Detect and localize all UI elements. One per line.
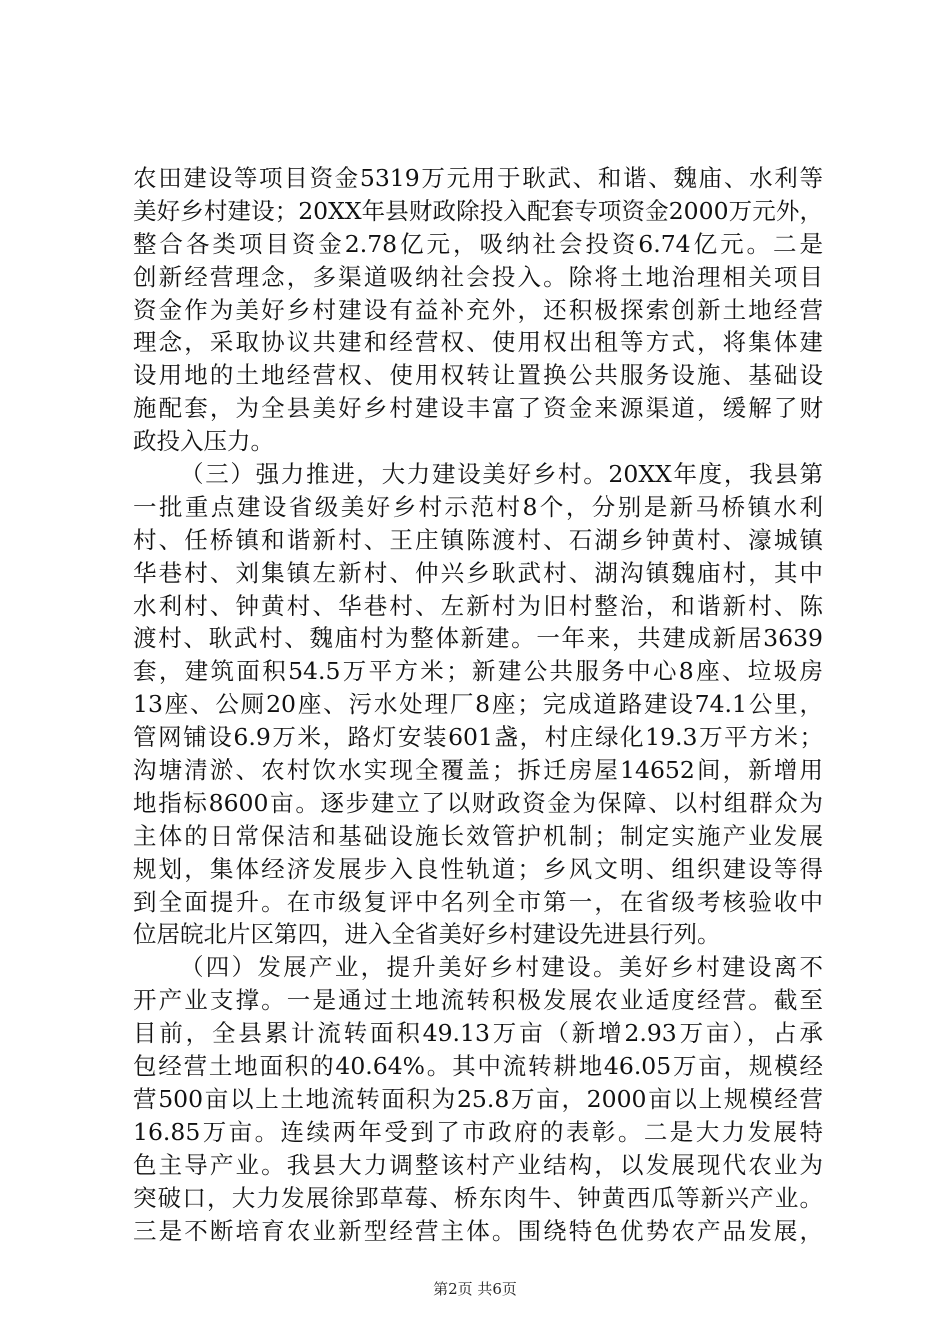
page-number: 第2页 共6页	[433, 1280, 517, 1298]
text-line: 村、任桥镇和谐新村、王庄镇陈渡村、石湖乡钟黄村、濠城镇	[133, 525, 823, 554]
text-line: 政投入压力。	[133, 427, 274, 456]
text-line: 设用地的土地经营权、使用权转让置换公共服务设施、基础设	[133, 361, 823, 390]
text-line: 包经营土地面积的40.64%。其中流转耕地46.05万亩，规模经	[133, 1052, 823, 1081]
text-line: 营500亩以上土地流转面积为25.8万亩，2000亩以上规模经营	[133, 1084, 823, 1113]
text-line: 三是不断培育农业新型经营主体。围绕特色优势农产品发展，	[133, 1216, 823, 1245]
text-line: 到全面提升。在市级复评中名列全市第一，在省级考核验收中	[133, 887, 823, 916]
text-line: 创新经营理念，多渠道吸纳社会投入。除将土地治理相关项目	[133, 262, 823, 291]
body-text	[133, 162, 823, 1247]
text-line: 主体的日常保洁和基础设施长效管护机制；制定实施产业发展	[133, 821, 823, 850]
text-line: 美好乡村建设；20XX年县财政除投入配套专项资金2000万元外，	[133, 196, 823, 225]
text-line: 目前，全县累计流转面积49.13万亩（新增2.93万亩），占承	[133, 1019, 823, 1048]
text-line: 13座、公厕20座、污水处理厂8座；完成道路建设74.1公里，	[133, 690, 823, 719]
text-line: 突破口，大力发展徐郢草莓、桥东肉牛、钟黄西瓜等新兴产业。	[133, 1183, 823, 1212]
text-line: 开产业支撑。一是通过土地流转积极发展农业适度经营。截至	[133, 986, 823, 1015]
text-line: 施配套，为全县美好乡村建设丰富了资金来源渠道，缓解了财	[133, 394, 823, 423]
text-line: 管网铺设6.9万米，路灯安装601盏，村庄绿化19.3万平方米；	[133, 723, 823, 752]
paragraph-heading-line: （四）发展产业，提升美好乡村建设。美好乡村建设离不	[180, 953, 823, 982]
text-line: 资金作为美好乡村建设有益补充外，还积极探索创新土地经营	[133, 295, 823, 324]
text-line: 一批重点建设省级美好乡村示范村8个，分别是新马桥镇水利	[133, 492, 823, 521]
text-line: 整合各类项目资金2.78亿元，吸纳社会投资6.74亿元。二是	[133, 229, 823, 258]
text-line: 16.85万亩。连续两年受到了市政府的表彰。二是大力发展特	[133, 1117, 823, 1146]
text-line: 套，建筑面积54.5万平方米；新建公共服务中心8座、垃圾房	[133, 657, 823, 686]
text-line: 水利村、钟黄村、华巷村、左新村为旧村整治，和谐新村、陈	[133, 591, 823, 620]
text-line: 色主导产业。我县大力调整该村产业结构，以发展现代农业为	[133, 1150, 823, 1179]
text-line: 华巷村、刘集镇左新村、仲兴乡耿武村、湖沟镇魏庙村，其中	[133, 558, 823, 587]
text-line: 位居皖北片区第四，进入全省美好乡村建设先进县行列。	[133, 920, 721, 949]
text-line: 地指标8600亩。逐步建立了以财政资金为保障、以村组群众为	[133, 788, 823, 817]
text-line: 农田建设等项目资金5319万元用于耿武、和谐、魏庙、水利等	[133, 164, 823, 192]
text-line: 规划，集体经济发展步入良性轨道；乡风文明、组织建设等得	[133, 854, 823, 883]
page-footer	[0, 1279, 950, 1299]
paragraph-heading-line: （三）强力推进，大力建设美好乡村。20XX年度，我县第	[180, 460, 823, 489]
text-line: 沟塘清淤、农村饮水实现全覆盖；拆迁房屋14652间，新增用	[133, 756, 823, 785]
text-line: 渡村、耿武村、魏庙村为整体新建。一年来，共建成新居3639	[133, 624, 823, 653]
text-line: 理念，采取协议共建和经营权、使用权出租等方式，将集体建	[133, 328, 823, 357]
